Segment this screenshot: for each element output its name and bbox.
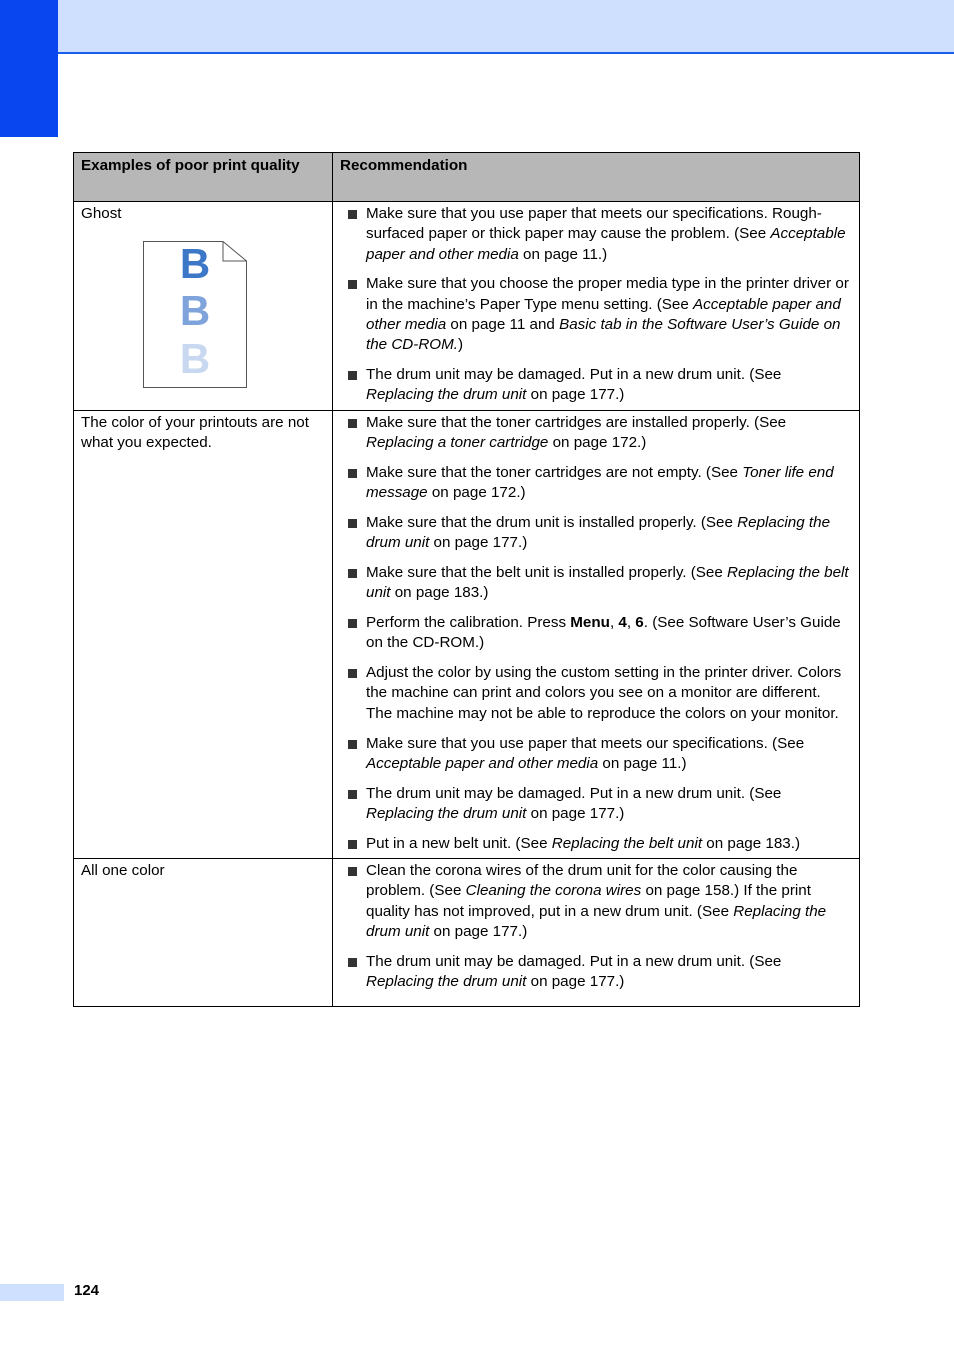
recommendation-item xyxy=(347,834,850,854)
cross-reference-text: Basic tab in the Software User’s Guide on the CD-ROM. xyxy=(366,315,841,354)
recommendation-text: on page 183.) xyxy=(702,834,801,852)
recommendation-text: on page 11.) xyxy=(598,754,687,772)
header-band xyxy=(58,0,954,54)
recommendation-text: on page 177.) xyxy=(429,922,528,940)
cross-reference-text: Acceptable paper and other media xyxy=(366,225,846,263)
cross-reference-text: Replacing the belt unit xyxy=(551,834,703,852)
recommendation-cell xyxy=(333,859,860,1007)
problem-label: Ghost xyxy=(81,205,122,222)
ghost-letter-2: B xyxy=(179,287,211,335)
recommendation-item xyxy=(347,563,850,604)
recommendation-item xyxy=(347,513,850,554)
recommendation-text: on page 177.) xyxy=(429,534,528,552)
recommendation-text: The drum unit may be damaged. Put in a new drum unit. (See xyxy=(366,952,782,970)
key-name-text: 6 xyxy=(635,614,644,632)
problem-cell xyxy=(74,202,333,411)
cross-reference-text: Acceptable paper and other media xyxy=(366,754,599,772)
recommendation-item xyxy=(347,413,850,454)
table-row xyxy=(74,410,860,858)
problem-cell xyxy=(74,410,333,858)
recommendation-text: Make sure that the toner cartridges are not empty. (See xyxy=(366,463,743,481)
recommendation-text: Adjust the color by using the custom setting in the printer driver. Colors the machine can print and colors you see on a monitor are different. The machine may not be able to reproduce the colors on your monitor. xyxy=(366,664,842,722)
recommendation-text: , xyxy=(626,614,636,632)
recommendation-item xyxy=(347,734,850,775)
recommendation-text: Make sure that the belt unit is installed properly. (See xyxy=(366,563,728,581)
footer-bar xyxy=(0,1284,64,1301)
recommendation-text: Make sure that the drum unit is installed properly. (See xyxy=(366,513,738,531)
ghost-letter-1: B xyxy=(179,241,211,288)
recommendation-text: , xyxy=(609,614,619,632)
recommendation-item xyxy=(347,784,850,825)
cross-reference-text: Replacing the drum unit xyxy=(366,973,527,990)
problem-label: All one color xyxy=(81,862,165,880)
recommendation-list xyxy=(347,861,850,992)
table-header-row xyxy=(74,153,860,202)
key-name-text: 4 xyxy=(618,614,627,632)
recommendation-text: on page 183.) xyxy=(390,584,489,602)
table-row xyxy=(74,202,860,411)
recommendation-item xyxy=(347,365,850,406)
chapter-tab xyxy=(0,0,58,137)
cross-reference-text: Toner life end message xyxy=(366,463,834,502)
cross-reference-text: Replacing the drum unit xyxy=(366,386,527,404)
table-row xyxy=(74,859,860,1007)
cross-reference-text: Replacing the drum unit xyxy=(366,513,831,552)
recommendation-text: The drum unit may be damaged. Put in a new drum unit. (See xyxy=(366,366,782,384)
key-name-text: Menu xyxy=(570,614,610,632)
cross-reference-text: Cleaning the corona wires xyxy=(465,882,642,900)
recommendation-text: on page 177.) xyxy=(526,386,625,404)
recommendation-text: Make sure that the toner cartridges are installed properly. (See xyxy=(366,413,787,431)
recommendation-list xyxy=(347,204,850,406)
recommendation-text: on page 177.) xyxy=(526,973,625,990)
recommendation-item xyxy=(347,463,850,504)
ghost-example-image xyxy=(143,241,247,388)
recommendation-text: on page 11 and xyxy=(446,315,560,333)
recommendation-item xyxy=(347,663,850,724)
cross-reference-text: Acceptable paper and other media xyxy=(366,295,841,333)
ghost-letter-3: B xyxy=(179,335,211,383)
recommendation-item xyxy=(347,861,850,942)
problem-cell xyxy=(74,859,333,1007)
column-header-examples: Examples of poor print quality xyxy=(74,153,333,202)
recommendation-text: Clean the corona wires of the drum unit for the color causing the problem. (See xyxy=(366,862,798,900)
recommendation-cell xyxy=(333,410,860,858)
recommendation-item xyxy=(347,952,850,993)
recommendation-item xyxy=(347,613,850,654)
recommendation-text: Make sure that you use paper that meets our specifications. Rough-surfaced paper or thick paper may cause the problem. (See xyxy=(366,205,822,243)
recommendation-text: on page 177.) xyxy=(526,804,625,822)
troubleshooting-table xyxy=(73,152,860,1007)
recommendation-text: on page 11.) xyxy=(518,245,608,263)
recommendation-text: Perform the calibration. Press xyxy=(366,614,571,632)
recommendation-item xyxy=(347,274,850,355)
recommendation-text: Make sure that you use paper that meets our specifications. (See xyxy=(366,734,805,752)
column-header-recommendation: Recommendation xyxy=(333,153,860,202)
cross-reference-text: Replacing the drum unit xyxy=(366,902,827,940)
recommendation-text: Make sure that you choose the proper media type in the printer driver or in the machine’s Paper Type menu setting. (See xyxy=(366,275,849,313)
recommendation-text: . (See Software User’s Guide on the CD-ROM.) xyxy=(366,614,841,652)
cross-reference-text: Replacing the drum unit xyxy=(366,804,527,822)
recommendation-text: Put in a new belt unit. (See xyxy=(366,834,552,852)
recommendation-text: The drum unit may be damaged. Put in a new drum unit. (See xyxy=(366,784,782,802)
cross-reference-text: Replacing a toner cartridge xyxy=(366,433,549,451)
recommendation-text: on page 172.) xyxy=(548,433,647,451)
recommendation-text: on page 172.) xyxy=(427,484,526,502)
recommendation-cell xyxy=(333,202,860,411)
recommendation-text: on page 158.) If the print quality has not improved, put in a new drum unit. (See xyxy=(366,882,811,920)
page-number: 124 xyxy=(74,1282,100,1299)
cross-reference-text: Replacing the belt unit xyxy=(366,563,849,602)
recommendation-item xyxy=(347,204,850,265)
problem-label: The color of your printouts are not what you expected. xyxy=(81,413,309,451)
recommendation-list xyxy=(347,413,850,854)
recommendation-text: ) xyxy=(457,336,464,354)
